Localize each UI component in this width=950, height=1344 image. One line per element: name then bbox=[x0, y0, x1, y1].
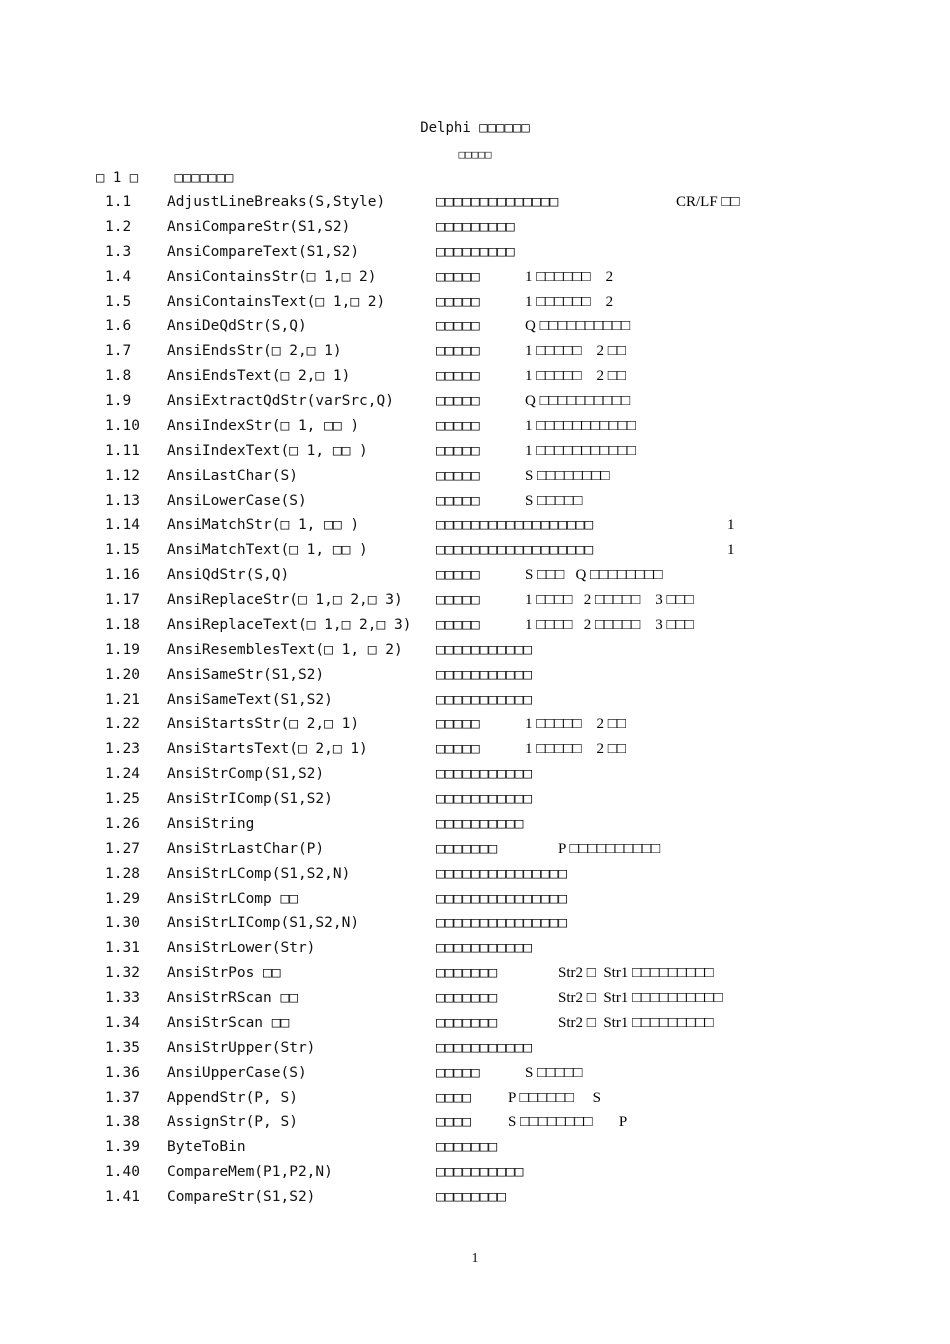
list-item bbox=[0, 615, 950, 640]
entry-number: 1.16 bbox=[105, 567, 140, 584]
entry-number: 1.3 bbox=[105, 243, 132, 260]
entry-description-continued: S □□□ Q □□□□□□□□ bbox=[525, 567, 663, 584]
list-item bbox=[0, 466, 950, 491]
entry-function-name: AnsiLowerCase(S) bbox=[167, 492, 307, 509]
entry-number: 1.4 bbox=[105, 268, 132, 285]
entry-description: □□□□□ bbox=[436, 492, 480, 509]
list-item bbox=[0, 1162, 950, 1187]
list-item bbox=[0, 267, 950, 292]
entry-number: 1.29 bbox=[105, 890, 140, 907]
entry-function-name: CompareStr(S1,S2) bbox=[167, 1189, 316, 1205]
list-item bbox=[0, 1112, 950, 1137]
entry-number: 1.24 bbox=[105, 766, 140, 783]
list-item bbox=[0, 590, 950, 615]
entry-description: □□□□□□□ bbox=[436, 1014, 498, 1031]
entry-function-name: AnsiCompareText(S1,S2) bbox=[167, 243, 360, 260]
chapter-heading bbox=[96, 170, 233, 186]
list-item bbox=[0, 814, 950, 839]
entry-function-name: AnsiStrPos □□ bbox=[167, 965, 281, 982]
entry-description-continued: P □□□□□□ S bbox=[508, 1089, 601, 1106]
entry-function-name: AnsiStrLastChar(P) bbox=[167, 840, 325, 857]
list-item bbox=[0, 341, 950, 366]
entry-function-name: AnsiStartsStr(□ 2,□ 1) bbox=[167, 716, 360, 733]
entry-description: □□□□□ bbox=[436, 616, 480, 633]
entry-function-name: AnsiStrLComp(S1,S2,N) bbox=[167, 865, 351, 882]
list-item bbox=[0, 366, 950, 391]
entry-description: □□□□□□□□□□ bbox=[436, 1164, 524, 1181]
list-item bbox=[0, 391, 950, 416]
entry-description-continued: S □□□□□□□□ P bbox=[508, 1114, 628, 1131]
entry-number: 1.5 bbox=[105, 293, 132, 310]
entry-description-continued: Str2 □ Str1 □□□□□□□□□ bbox=[558, 1014, 714, 1031]
list-item bbox=[0, 665, 950, 690]
entry-number: 1.34 bbox=[105, 1014, 140, 1031]
list-item bbox=[0, 1088, 950, 1113]
entry-number: 1.11 bbox=[105, 442, 140, 459]
entry-number: 1.6 bbox=[105, 318, 132, 335]
entry-description: □□□□□ bbox=[436, 293, 480, 310]
entry-function-name: AssignStr(P, S) bbox=[167, 1114, 298, 1131]
list-item bbox=[0, 913, 950, 938]
entry-description: □□□□□□□ bbox=[436, 1139, 498, 1156]
entry-number: 1.2 bbox=[105, 218, 132, 235]
entry-description: □□□□□□□□□□□ bbox=[436, 766, 533, 783]
entry-function-name: AnsiLastChar(S) bbox=[167, 467, 298, 484]
entry-description-continued: P □□□□□□□□□□ bbox=[558, 840, 661, 857]
list-item bbox=[0, 1013, 950, 1038]
entry-number: 1.36 bbox=[105, 1064, 140, 1081]
entry-description: □□□□□ bbox=[436, 1064, 480, 1081]
list-item bbox=[0, 242, 950, 267]
entry-description: □□□□□□□□□□ bbox=[436, 815, 524, 832]
entry-function-name: AnsiReplaceStr(□ 1,□ 2,□ 3) bbox=[167, 592, 403, 608]
function-list bbox=[0, 192, 950, 1212]
entry-function-name: AnsiContainsStr(□ 1,□ 2) bbox=[167, 268, 377, 285]
entry-number: 1.20 bbox=[105, 666, 140, 683]
entry-function-name: AnsiResemblesText(□ 1, □ 2) bbox=[167, 641, 403, 658]
entry-description: □□□□□ bbox=[436, 368, 480, 385]
entry-number: 1.30 bbox=[105, 915, 140, 932]
entry-description: □□□□□ bbox=[436, 318, 480, 335]
entry-function-name: AnsiQdStr(S,Q) bbox=[167, 567, 290, 584]
entry-function-name: AnsiStrScan □□ bbox=[167, 1014, 290, 1031]
entry-description-continued: 1 □□□□ 2 □□□□□ 3 □□□ bbox=[525, 592, 694, 608]
chapter-title: □□□□□□□ bbox=[174, 170, 234, 186]
entry-description-continued: 1 □□□□□□□□□□□ bbox=[525, 417, 636, 434]
entry-description: □□□□□□□□□□□□□□□□□□ bbox=[436, 517, 594, 534]
entry-description-continued: 1 bbox=[727, 517, 735, 534]
list-item bbox=[0, 292, 950, 317]
entry-function-name: AnsiIndexStr(□ 1, □□ ) bbox=[167, 417, 360, 434]
entry-number: 1.12 bbox=[105, 467, 140, 484]
list-item bbox=[0, 565, 950, 590]
list-item bbox=[0, 491, 950, 516]
entry-function-name: AnsiIndexText(□ 1, □□ ) bbox=[167, 442, 368, 459]
entry-description-continued: S □□□□□ bbox=[525, 1064, 583, 1081]
entry-description: □□□□□□□□□□□ bbox=[436, 940, 533, 957]
list-item bbox=[0, 1063, 950, 1088]
list-item bbox=[0, 839, 950, 864]
entry-number: 1.1 bbox=[105, 194, 132, 210]
entry-description: □□□□□□□ bbox=[436, 840, 498, 857]
chapter-number: □ 1 □ bbox=[96, 170, 139, 186]
entry-description: □□□□□□□□□□□ bbox=[436, 691, 533, 708]
entry-function-name: AnsiSameStr(S1,S2) bbox=[167, 666, 325, 683]
entry-description-continued: 1 □□□□ 2 □□□□□ 3 □□□ bbox=[525, 616, 694, 633]
entry-number: 1.40 bbox=[105, 1164, 140, 1181]
entry-function-name: AnsiStrComp(S1,S2) bbox=[167, 766, 325, 783]
entry-function-name: AnsiMatchText(□ 1, □□ ) bbox=[167, 542, 368, 559]
list-item bbox=[0, 764, 950, 789]
entry-number: 1.39 bbox=[105, 1139, 140, 1156]
entry-number: 1.35 bbox=[105, 1039, 140, 1056]
entry-description: □□□□□ bbox=[436, 442, 480, 459]
entry-function-name: AnsiStrLComp □□ bbox=[167, 890, 298, 907]
list-item bbox=[0, 416, 950, 441]
entry-description: □□□□□□□□□ bbox=[436, 218, 515, 235]
entry-description-continued: 1 □□□□□ 2 □□ bbox=[525, 716, 626, 733]
entry-description: □□□□□ bbox=[436, 716, 480, 733]
entry-description-continued: 1 □□□□□□ 2 bbox=[525, 293, 614, 310]
entry-function-name: AnsiEndsStr(□ 2,□ 1) bbox=[167, 343, 342, 360]
entry-number: 1.28 bbox=[105, 865, 140, 882]
entry-description-continued: S □□□□□ bbox=[525, 492, 583, 509]
entry-description: □□□□□□□□□□□ bbox=[436, 641, 533, 658]
entry-function-name: AnsiStrRScan □□ bbox=[167, 990, 298, 1006]
entry-description: □□□□□□□□ bbox=[436, 1189, 506, 1205]
entry-description: □□□□□ bbox=[436, 741, 480, 758]
entry-number: 1.25 bbox=[105, 791, 140, 807]
entry-function-name: AnsiStrLower(Str) bbox=[167, 940, 316, 957]
page-number: 1 bbox=[471, 1251, 479, 1266]
entry-description-continued: S □□□□□□□□ bbox=[525, 467, 610, 484]
list-item bbox=[0, 789, 950, 814]
document-title: Delphi □□□□□□ bbox=[420, 120, 530, 136]
entry-description: □□□□□□□□□□□ bbox=[436, 791, 533, 807]
entry-number: 1.7 bbox=[105, 343, 132, 360]
entry-function-name: AppendStr(P, S) bbox=[167, 1089, 298, 1106]
entry-function-name: CompareMem(P1,P2,N) bbox=[167, 1164, 333, 1181]
entry-description: □□□□□ bbox=[436, 343, 480, 360]
entry-description-continued: 1 □□□□□□□□□□□ bbox=[525, 442, 636, 459]
entry-description: □□□□□□□□□□□□□□□ bbox=[436, 915, 567, 932]
entry-number: 1.21 bbox=[105, 691, 140, 708]
entry-number: 1.15 bbox=[105, 542, 140, 559]
entry-number: 1.19 bbox=[105, 641, 140, 658]
entry-number: 1.13 bbox=[105, 492, 140, 509]
entry-description-continued: 1 □□□□□ 2 □□ bbox=[525, 368, 626, 385]
entry-description: □□□□□ bbox=[436, 268, 480, 285]
entry-function-name: ByteToBin bbox=[167, 1139, 246, 1156]
entry-description: □□□□ bbox=[436, 1114, 471, 1131]
entry-number: 1.22 bbox=[105, 716, 140, 733]
entry-description: □□□□ bbox=[436, 1089, 471, 1106]
entry-number: 1.14 bbox=[105, 517, 140, 534]
list-item bbox=[0, 1137, 950, 1162]
list-item bbox=[0, 938, 950, 963]
entry-description-continued: Str2 □ Str1 □□□□□□□□□□ bbox=[558, 990, 723, 1006]
list-item bbox=[0, 690, 950, 715]
list-item bbox=[0, 540, 950, 565]
entry-number: 1.27 bbox=[105, 840, 140, 857]
entry-number: 1.10 bbox=[105, 417, 140, 434]
list-item bbox=[0, 192, 950, 217]
entry-number: 1.31 bbox=[105, 940, 140, 957]
list-item bbox=[0, 739, 950, 764]
entry-function-name: AnsiEndsText(□ 2,□ 1) bbox=[167, 368, 351, 385]
entry-description-continued: CR/LF □□ bbox=[676, 194, 740, 210]
list-item bbox=[0, 1187, 950, 1212]
document-subtitle: □□□□□ bbox=[458, 148, 492, 161]
entry-description: □□□□□□□□□□□□□□□ bbox=[436, 890, 567, 907]
entry-description-continued: Q □□□□□□□□□□ bbox=[525, 318, 631, 335]
entry-function-name: AnsiCompareStr(S1,S2) bbox=[167, 218, 351, 235]
entry-number: 1.41 bbox=[105, 1189, 140, 1205]
entry-number: 1.32 bbox=[105, 965, 140, 982]
list-item bbox=[0, 1038, 950, 1063]
list-item bbox=[0, 217, 950, 242]
list-item bbox=[0, 316, 950, 341]
list-item bbox=[0, 441, 950, 466]
entry-function-name: AnsiReplaceText(□ 1,□ 2,□ 3) bbox=[167, 616, 412, 633]
entry-function-name: AnsiStrIComp(S1,S2) bbox=[167, 791, 333, 807]
list-item bbox=[0, 889, 950, 914]
entry-function-name: AnsiStrUpper(Str) bbox=[167, 1039, 316, 1056]
entry-description-continued: 1 bbox=[727, 542, 735, 559]
entry-number: 1.37 bbox=[105, 1089, 140, 1106]
entry-description: □□□□□□□□□ bbox=[436, 243, 515, 260]
entry-number: 1.33 bbox=[105, 990, 140, 1006]
entry-function-name: AnsiMatchStr(□ 1, □□ ) bbox=[167, 517, 360, 534]
entry-description: □□□□□ bbox=[436, 417, 480, 434]
entry-description: □□□□□ bbox=[436, 393, 480, 409]
entry-number: 1.38 bbox=[105, 1114, 140, 1131]
entry-function-name: AnsiString bbox=[167, 815, 255, 832]
entry-description-continued: Q □□□□□□□□□□ bbox=[525, 393, 631, 409]
list-item bbox=[0, 988, 950, 1013]
entry-function-name: AdjustLineBreaks(S,Style) bbox=[167, 194, 386, 210]
entry-description: □□□□□ bbox=[436, 467, 480, 484]
list-item bbox=[0, 963, 950, 988]
entry-function-name: AnsiDeQdStr(S,Q) bbox=[167, 318, 307, 335]
entry-description: □□□□□□□ bbox=[436, 965, 498, 982]
list-item bbox=[0, 864, 950, 889]
entry-description: □□□□□□□□□□□ bbox=[436, 666, 533, 683]
entry-number: 1.9 bbox=[105, 393, 132, 409]
entry-function-name: AnsiContainsText(□ 1,□ 2) bbox=[167, 293, 386, 310]
entry-description: □□□□□□□□□□□□□□□ bbox=[436, 865, 567, 882]
entry-function-name: AnsiSameText(S1,S2) bbox=[167, 691, 333, 708]
entry-function-name: AnsiStrLIComp(S1,S2,N) bbox=[167, 915, 360, 932]
entry-description: □□□□□ bbox=[436, 567, 480, 584]
entry-description-continued: 1 □□□□□ 2 □□ bbox=[525, 343, 626, 360]
entry-number: 1.23 bbox=[105, 741, 140, 758]
entry-description: □□□□□□□□□□□□□□ bbox=[436, 194, 559, 210]
entry-number: 1.18 bbox=[105, 616, 140, 633]
entry-description: □□□□□□□ bbox=[436, 990, 498, 1006]
entry-description-continued: Str2 □ Str1 □□□□□□□□□ bbox=[558, 965, 714, 982]
entry-function-name: AnsiExtractQdStr(varSrc,Q) bbox=[167, 393, 394, 409]
list-item bbox=[0, 515, 950, 540]
entry-description-continued: 1 □□□□□□ 2 bbox=[525, 268, 614, 285]
entry-number: 1.17 bbox=[105, 592, 140, 608]
list-item bbox=[0, 714, 950, 739]
entry-function-name: AnsiStartsText(□ 2,□ 1) bbox=[167, 741, 368, 758]
entry-description: □□□□□□□□□□□ bbox=[436, 1039, 533, 1056]
entry-number: 1.8 bbox=[105, 368, 132, 385]
entry-description-continued: 1 □□□□□ 2 □□ bbox=[525, 741, 626, 758]
entry-function-name: AnsiUpperCase(S) bbox=[167, 1064, 307, 1081]
entry-number: 1.26 bbox=[105, 815, 140, 832]
entry-description: □□□□□ bbox=[436, 592, 480, 608]
entry-description: □□□□□□□□□□□□□□□□□□ bbox=[436, 542, 594, 559]
list-item bbox=[0, 640, 950, 665]
